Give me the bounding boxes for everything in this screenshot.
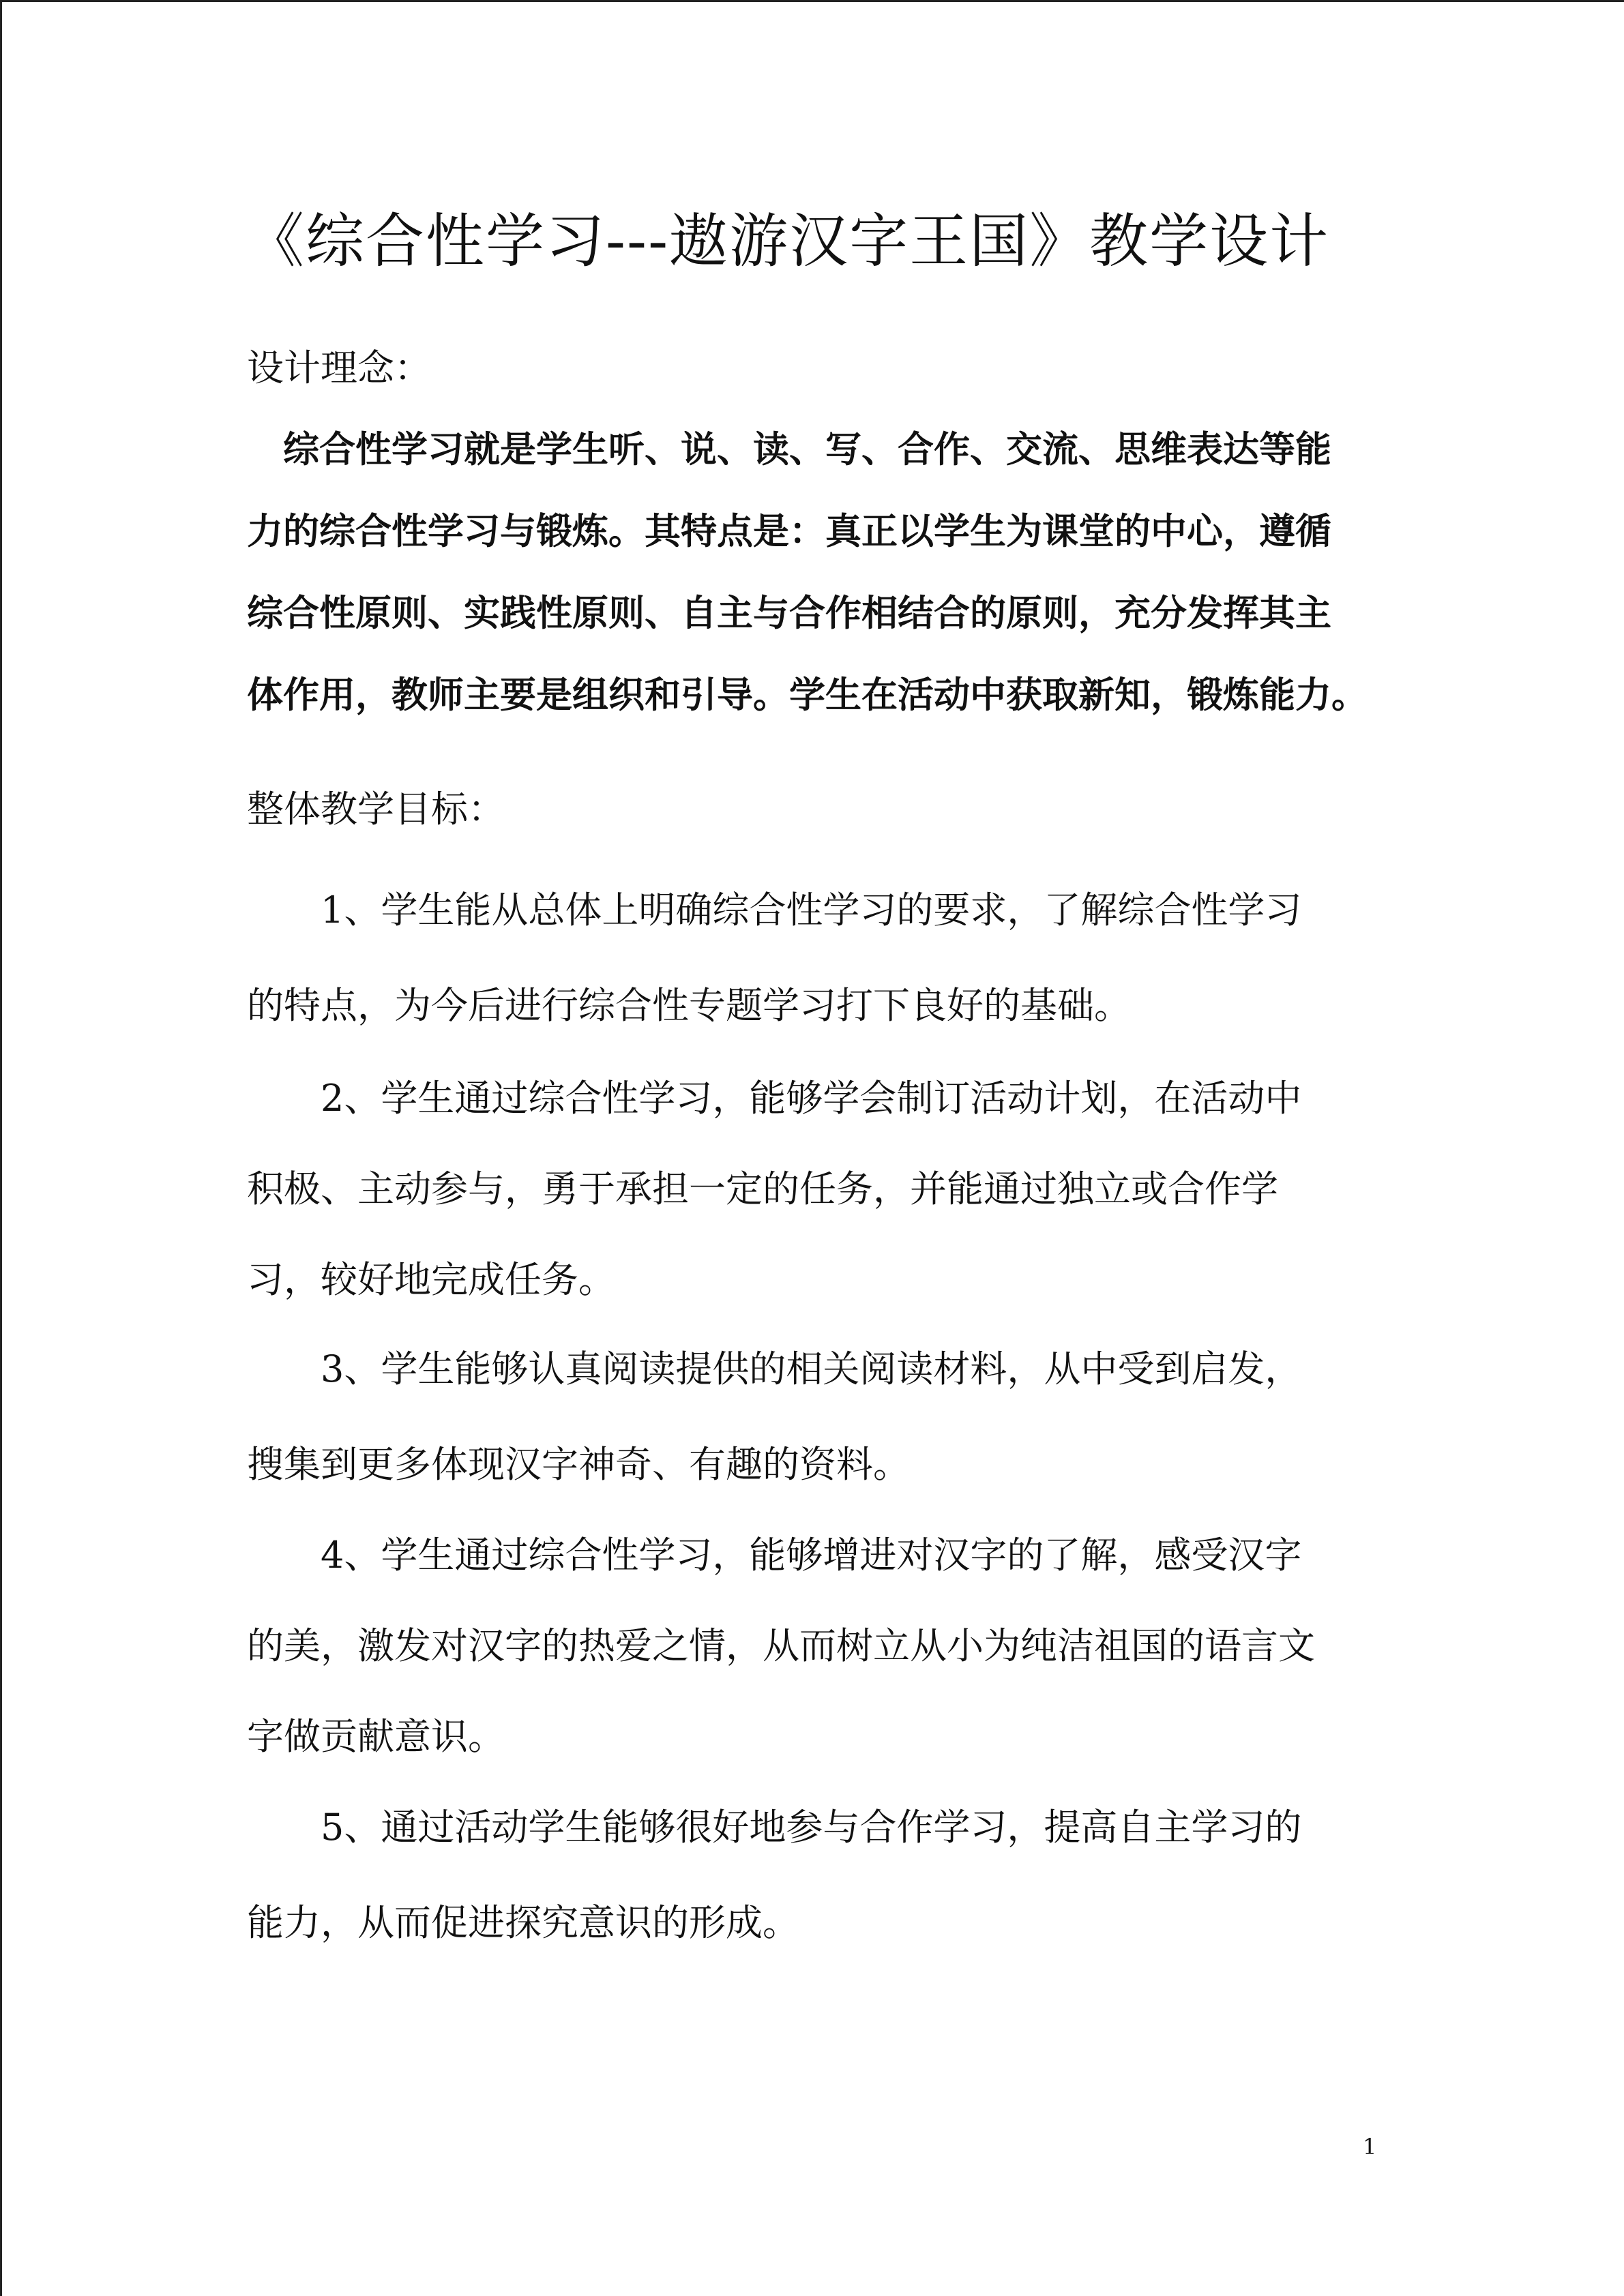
goal-line: 能力，从而促进探究意识的形成。 — [247, 1901, 799, 1944]
goal-line: 4、学生通过综合性学习，能够增进对汉字的了解，感受汉字 — [247, 1534, 1302, 1577]
goal-line: 积极、主动参与，勇于承担一定的任务，并能通过独立或合作学 — [247, 1167, 1278, 1210]
goal-item-4 — [247, 1532, 1379, 1761]
overall-goals-heading: 整体教学目标： — [247, 788, 505, 831]
paragraph-line: 综合性原则、实践性原则、自主与合作相结合的原则，充分发挥其主 — [247, 593, 1331, 634]
goal-line: 字做贡献意识。 — [247, 1715, 505, 1758]
goal-item-1 — [247, 886, 1379, 1030]
goal-line: 2、学生通过综合性学习，能够学会制订活动计划，在活动中 — [247, 1077, 1302, 1120]
design-concept-paragraph — [247, 426, 1379, 719]
goal-item-5 — [247, 1804, 1379, 1947]
goal-line: 的特点，为今后进行综合性专题学习打下良好的基础。 — [247, 984, 1131, 1027]
paragraph-line: 力的综合性学习与锻炼。其特点是：真正以学生为课堂的中心，遵循 — [247, 511, 1331, 552]
goal-item-2 — [247, 1075, 1379, 1304]
design-concept-heading: 设计理念： — [247, 346, 431, 389]
document-title: 《综合性学习---遨游汉字王国》教学设计 — [246, 207, 1330, 275]
goal-line: 的美，激发对汉字的热爱之情，从而树立从小为纯洁祖国的语言文 — [247, 1624, 1315, 1667]
paragraph-line: 体作用，教师主要是组织和引导。学生在活动中获取新知，锻炼能力。 — [247, 674, 1368, 716]
goal-line: 习，较好地完成任务。 — [247, 1258, 615, 1301]
goal-line: 搜集到更多体现汉字神奇、有趣的资料。 — [247, 1443, 910, 1486]
paragraph-line: 综合性学习就是学生听、说、读、写、合作、交流、思维表达等能 — [247, 429, 1331, 471]
goal-item-3 — [247, 1345, 1379, 1489]
page-number: 1 — [1363, 2134, 1377, 2160]
goal-line: 3、学生能够认真阅读提供的相关阅读材料，从中受到启发， — [247, 1347, 1302, 1390]
goal-line: 5、通过活动学生能够很好地参与合作学习，提高自主学习的 — [247, 1806, 1302, 1849]
goal-line: 1、学生能从总体上明确综合性学习的要求，了解综合性学习 — [247, 889, 1302, 931]
